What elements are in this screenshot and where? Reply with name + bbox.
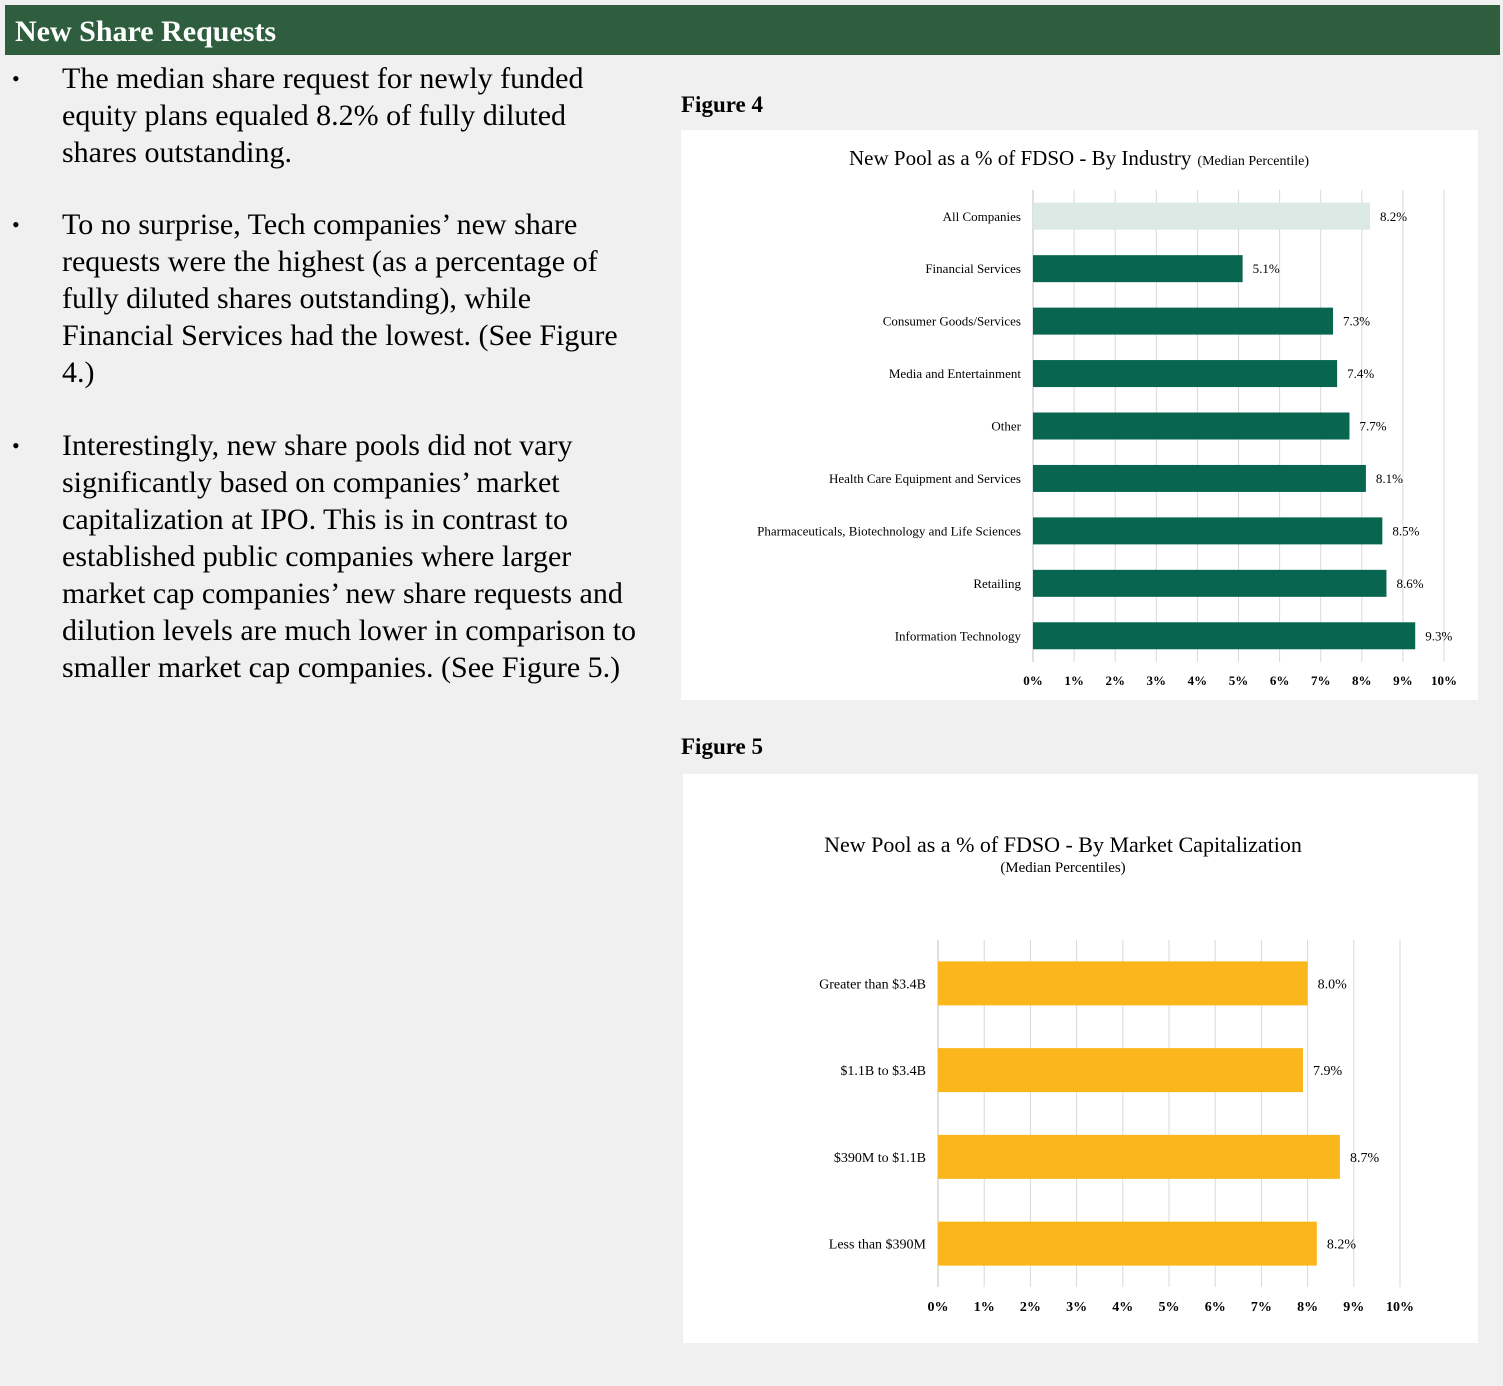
bullet-text: The median share request for newly funded equity plans equaled 8.2% of fully diluted shares outstanding. <box>62 62 584 169</box>
section-title: New Share Requests <box>15 15 277 48</box>
category-label: Greater than $3.4B <box>819 977 926 993</box>
x-tick-label: 4% <box>1112 1300 1134 1315</box>
bar <box>1033 622 1415 649</box>
x-tick-label: 6% <box>1269 673 1290 688</box>
data-label: 7.9% <box>1312 1064 1343 1080</box>
chart-subtitle: (Median Percentiles) <box>1000 860 1126 876</box>
data-label: 8.0% <box>1317 977 1347 993</box>
chart-title-main: New Pool as a % of FDSO - By Industry <box>849 146 1192 170</box>
data-label: 5.1% <box>1252 261 1280 277</box>
x-tick-label: 9% <box>1393 673 1413 688</box>
chart-title <box>824 832 1302 857</box>
data-label: 7.7% <box>1359 418 1387 434</box>
x-tick-label: 5% <box>1228 673 1249 688</box>
bar <box>938 1048 1303 1092</box>
category-label: $1.1B to $3.4B <box>840 1064 926 1080</box>
figure-4-chart <box>681 130 1478 700</box>
category-label: $390M to $1.1B <box>833 1150 926 1166</box>
data-label: 8.5% <box>1392 523 1420 539</box>
category-label: Health Care Equipment and Services <box>828 470 1021 486</box>
data-label: 8.6% <box>1396 575 1424 591</box>
bar <box>1033 360 1337 387</box>
bar <box>1033 413 1349 440</box>
data-label: 8.2% <box>1326 1237 1357 1253</box>
category-label: Other <box>991 418 1021 434</box>
category-label: Pharmaceuticals, Biotechnology and Life Sciences <box>757 523 1021 539</box>
bullet-icon: • <box>12 433 20 458</box>
x-tick-label: 4% <box>1187 673 1208 688</box>
category-label: Information Technology <box>894 628 1021 644</box>
category-label: Less than $390M <box>828 1237 926 1253</box>
category-label: Media and Entertainment <box>888 366 1021 382</box>
bullet-text: Interestingly, new share pools did not vary significantly based on companies’ market capitalization at IPO. This is in contrast to established public companies where larger market cap companies’ new share requests and dilution levels are much lower in comparison to smaller market cap companies. (See Figure 5.) <box>62 429 637 684</box>
x-tick-label: 9% <box>1343 1300 1365 1315</box>
bar <box>1033 203 1370 230</box>
category-label: Retailing <box>973 575 1021 591</box>
bar <box>1033 570 1386 597</box>
x-tick-label: 7% <box>1310 673 1331 688</box>
data-label: 7.3% <box>1343 313 1371 329</box>
category-label: All Companies <box>942 208 1021 224</box>
category-label: Financial Services <box>925 261 1021 277</box>
bullet-text: To no surprise, Tech companies’ new share requests were the highest (as a percentage of fully diluted shares outstanding), while Financial Services had the lowest. (See Figure 4.) <box>62 208 618 389</box>
x-tick-label: 1% <box>973 1300 995 1315</box>
data-label: 7.4% <box>1347 366 1375 382</box>
category-label: Consumer Goods/Services <box>882 313 1021 329</box>
x-tick-label: 10% <box>1386 1300 1414 1315</box>
x-tick-label: 0% <box>927 1300 949 1315</box>
data-label: 9.3% <box>1425 628 1453 644</box>
x-tick-label: 6% <box>1204 1300 1226 1315</box>
x-tick-label: 8% <box>1297 1300 1319 1315</box>
marketcap-bar-chart <box>683 774 1478 1343</box>
x-tick-label: 7% <box>1250 1300 1272 1315</box>
figure-4-label: Figure 4 <box>681 92 763 117</box>
section-header <box>5 5 1500 55</box>
bar <box>1033 255 1243 282</box>
bar <box>1033 308 1333 335</box>
bar <box>1033 517 1382 544</box>
x-tick-label: 1% <box>1064 673 1084 688</box>
chart-title <box>849 146 1309 170</box>
x-tick-label: 2% <box>1105 673 1125 688</box>
x-tick-label: 8% <box>1352 673 1372 688</box>
chart-subtitle: (Median Percentile) <box>1197 154 1309 169</box>
x-tick-label: 5% <box>1158 1300 1180 1315</box>
chart-title-main: New Pool as a % of FDSO - By Market Capitalization <box>824 832 1302 857</box>
industry-bar-chart <box>681 130 1478 700</box>
bullet-icon: • <box>12 212 20 237</box>
bar <box>938 1135 1340 1179</box>
x-tick-label: 0% <box>1023 673 1043 688</box>
data-label: 8.2% <box>1380 208 1408 224</box>
data-label: 8.7% <box>1349 1150 1380 1166</box>
bullet-icon: • <box>12 66 20 91</box>
bar <box>938 1222 1317 1266</box>
bar <box>938 961 1308 1005</box>
x-tick-label: 3% <box>1146 673 1167 688</box>
figure-5-chart <box>683 774 1478 1343</box>
x-tick-label: 3% <box>1066 1300 1088 1315</box>
figure-5-label: Figure 5 <box>681 734 763 759</box>
bar <box>1033 465 1366 492</box>
data-label: 8.1% <box>1375 470 1404 486</box>
x-tick-label: 10% <box>1431 673 1457 688</box>
x-tick-label: 2% <box>1019 1300 1041 1315</box>
